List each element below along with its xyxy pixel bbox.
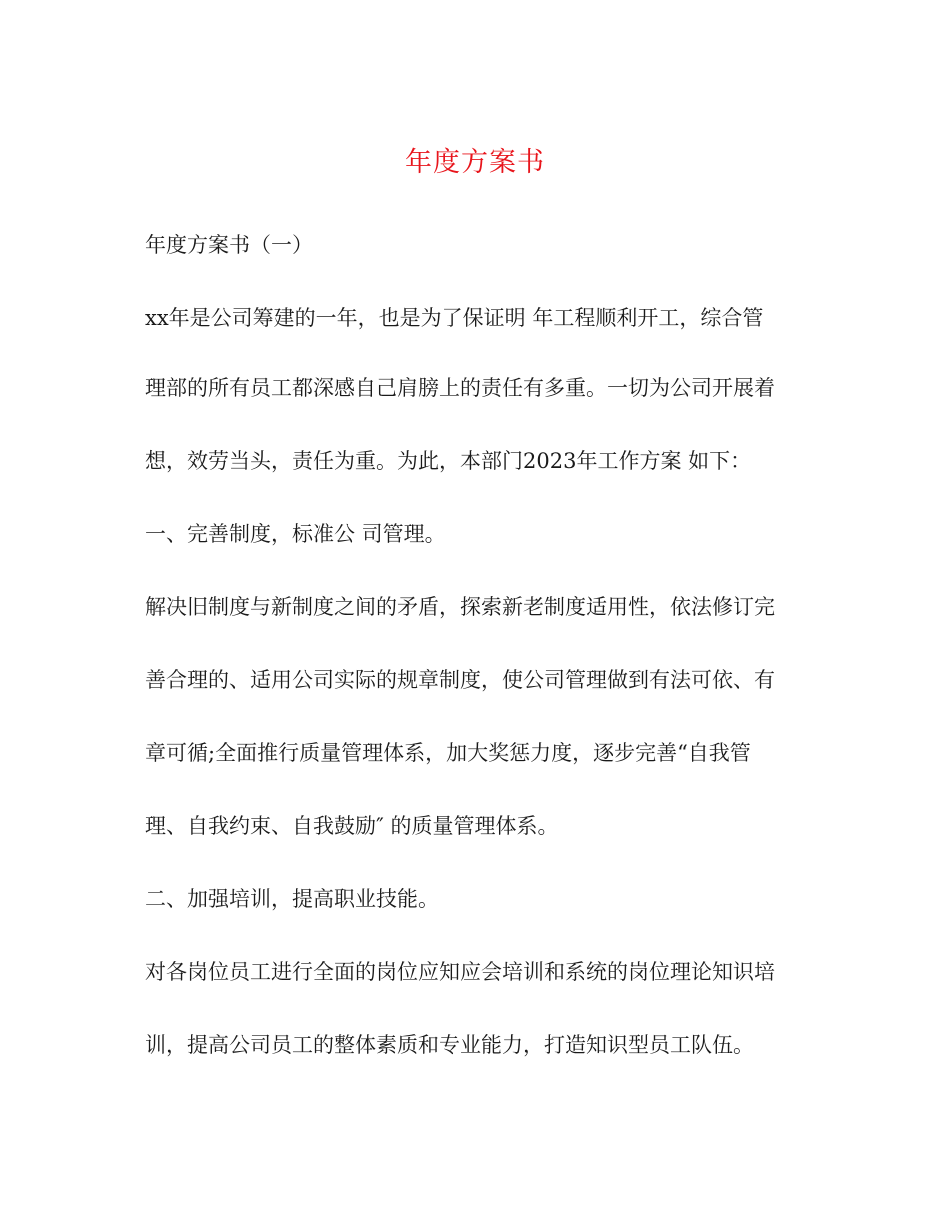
- section-heading-1: 年度方案书（一）: [145, 233, 313, 257]
- list-heading-2: 二、加强培训，提高职业技能。: [145, 887, 439, 911]
- list-heading-1: 一、完善制度，标准公 司管理。: [145, 522, 446, 546]
- paragraph-line: 训，提高公司员工的整体素质和专业能力，打造知识型员工队伍。: [145, 1033, 754, 1057]
- paragraph-line: 理、自我约束、自我鼓励″ 的质量管理体系。: [145, 814, 559, 838]
- paragraph-line: 解决旧制度与新制度之间的矛盾，探索新老制度适用性，依法修订完: [145, 595, 775, 619]
- paragraph-line: 想，效劳当头，责任为重。为此，本部门2023年工作方案 如下：: [145, 449, 752, 473]
- paragraph-line: 章可循;全面推行质量管理体系，加大奖惩力度，逐步完善“自我管: [145, 741, 751, 765]
- paragraph-line: 对各岗位员工进行全面的岗位应知应会培训和系统的岗位理论知识培: [145, 960, 775, 984]
- paragraph-line: 理部的所有员工都深感自己肩膀上的责任有多重。一切为公司开展着: [145, 376, 775, 400]
- paragraph-line: 善合理的、适用公司实际的规章制度，使公司管理做到有法可依、有: [145, 668, 775, 692]
- paragraph-line: xx年是公司筹建的一年，也是为了保证明 年工程顺利开工，综合管: [145, 306, 764, 330]
- document-title: 年度方案书: [405, 147, 545, 178]
